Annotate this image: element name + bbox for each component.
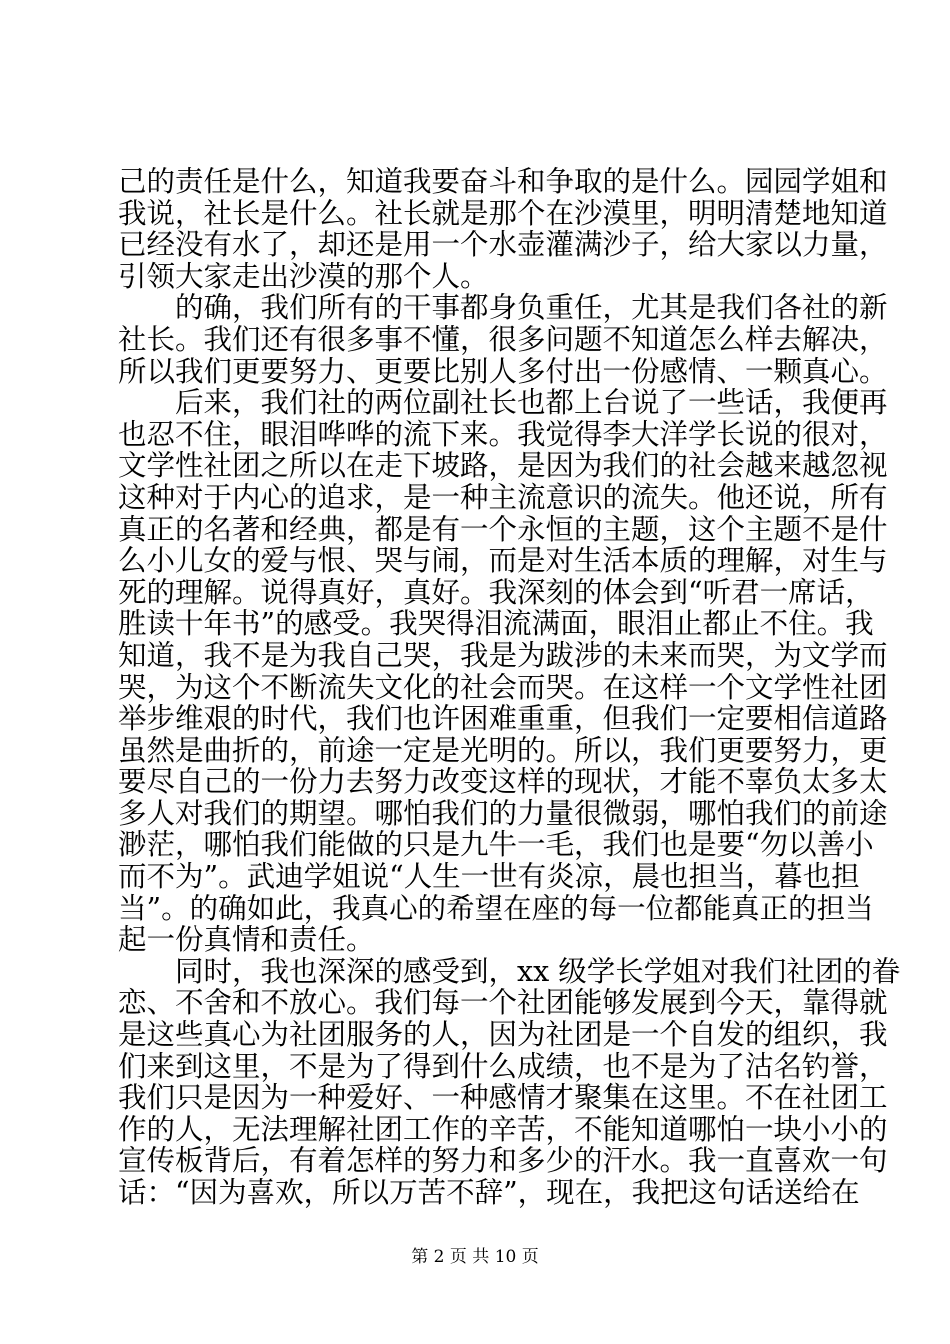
text-line: 引领大家走出沙漠的那个人。	[118, 259, 489, 293]
text-line: 多人对我们的期望。哪怕我们的力量很微弱，哪怕我们的前途	[118, 796, 888, 830]
text-line: 起一份真情和责任。	[118, 923, 375, 957]
text-line: 我说，社长是什么。社长就是那个在沙漠里，明明清楚地知道	[118, 196, 888, 230]
text-line: 虽然是曲折的，前途一定是光明的。所以，我们更要努力，更	[118, 733, 888, 767]
text-line: 哭，为这个不断流失文化的社会而哭。在这样一个文学性社团	[118, 670, 888, 704]
text-line: 已经没有水了，却还是用一个水壶灌满沙子，给大家以力量，	[118, 228, 888, 262]
text-line: 要尽自己的一份力去努力改变这样的现状，才能不辜负太多太	[118, 765, 888, 799]
text-line: 社长。我们还有很多事不懂，很多问题不知道怎么样去解决，	[118, 322, 888, 356]
text-line: 作的人，无法理解社团工作的辛苦，不能知道哪怕一块小小的	[118, 1112, 888, 1146]
text-line: 我们只是因为一种爱好、一种感情才聚集在这里。不在社团工	[118, 1081, 888, 1115]
text-line: 恋、不舍和不放心。我们每一个社团能够发展到今天，靠得就	[118, 986, 888, 1020]
text-line: 同时，我也深深的感受到，xx 级学长学姐对我们社团的眷	[118, 954, 901, 988]
text-line: 真正的名著和经典，都是有一个永恒的主题，这个主题不是什	[118, 512, 888, 546]
text-line: 话：“因为喜欢，所以万苦不辞”，现在，我把这句话送给在	[118, 1176, 860, 1209]
text-line: 当”。的确如此，我真心的希望在座的每一位都能真正的担当	[118, 891, 874, 925]
text-line: 这种对于内心的追求，是一种主流意识的流失。他还说，所有	[118, 480, 888, 514]
text-line: 文学性社团之所以在走下坡路，是因为我们的社会越来越忽视	[118, 449, 888, 483]
text-line: 后来，我们社的两位副社长也都上台说了一些话，我便再	[118, 386, 888, 420]
document-body	[118, 165, 901, 1209]
text-line: 己的责任是什么，知道我要奋斗和争取的是什么。园园学姐和	[118, 165, 888, 198]
text-line: 举步维艰的时代，我们也许困难重重，但我们一定要相信道路	[118, 702, 888, 736]
text-line: 渺茫，哪怕我们能做的只是九牛一毛，我们也是要“勿以善小	[118, 828, 874, 862]
text-line: 么小儿女的爱与恨、哭与闹，而是对生活本质的理解，对生与	[118, 544, 888, 578]
text-line: 也忍不住，眼泪哗哗的流下来。我觉得李大洋学长说的很对，	[118, 417, 888, 451]
text-line: 而不为”。武迪学姐说“人生一世有炎凉，晨也担当，暮也担	[118, 860, 860, 894]
text-line: 所以我们更要努力、更要比别人多付出一份感情、一颗真心。	[118, 354, 888, 388]
text-line: 胜读十年书”的感受。我哭得泪流满面，眼泪止都止不住。我	[118, 607, 874, 641]
text-line: 知道，我不是为我自己哭，我是为跋涉的未来而哭，为文学而	[118, 638, 888, 672]
text-line: 是这些真心为社团服务的人，因为社团是一个自发的组织，我	[118, 1018, 888, 1052]
text-line: 死的理解。说得真好，真好。我深刻的体会到“听君一席话，	[118, 575, 874, 609]
text-line: 们来到这里，不是为了得到什么成绩，也不是为了沽名钓誉，	[118, 1049, 888, 1083]
text-line: 宣传板背后，有着怎样的努力和多少的汗水。我一直喜欢一句	[118, 1144, 888, 1178]
page-footer: 第 2 页 共 10 页	[411, 1247, 539, 1267]
text-line: 的确，我们所有的干事都身负重任，尤其是我们各社的新	[118, 291, 888, 325]
